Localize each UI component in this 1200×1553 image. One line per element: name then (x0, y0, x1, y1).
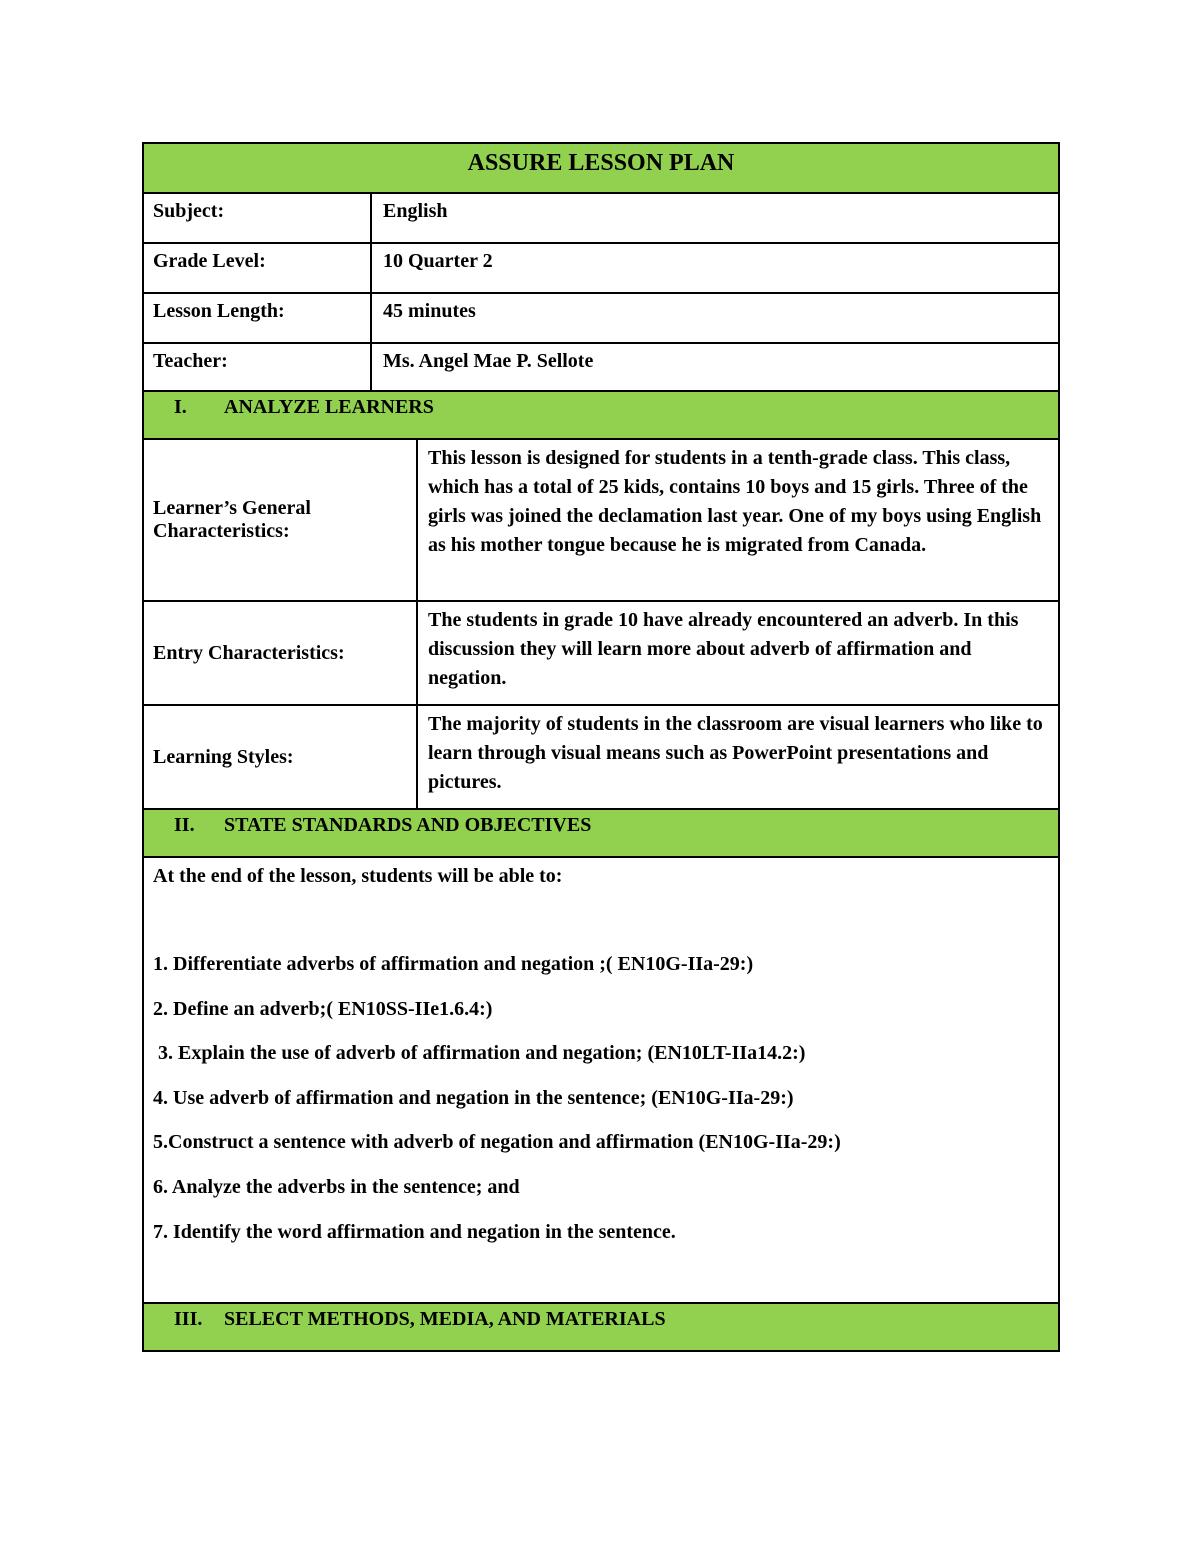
section-title: STATE STANDARDS AND OBJECTIVES (224, 814, 592, 836)
info-row-teacher (142, 344, 1060, 392)
objective-item: 6. Analyze the adverbs in the sentence; and (153, 1175, 520, 1198)
learner-label: Entry Characteristics: (144, 602, 418, 704)
learner-row-entry (142, 602, 1060, 706)
objective-item: 3. Explain the use of adverb of affirmation and negation; (EN10LT-IIa14.2:) (153, 1042, 806, 1065)
learner-value: The students in grade 10 have already encountered an adverb. In this discussion they will learn more about adverb of affirmation and negation. (428, 609, 1019, 689)
section-title: ANALYZE LEARNERS (224, 396, 434, 418)
section-number: III. (174, 1308, 203, 1330)
info-row-grade-level (142, 244, 1060, 294)
learner-row-general (142, 440, 1060, 602)
objectives-intro: At the end of the lesson, students will be able to: (153, 865, 563, 887)
info-row-lesson-length (142, 294, 1060, 344)
learner-row-styles (142, 706, 1060, 810)
objective-item: 4. Use adverb of affirmation and negation in the sentence; (EN10G-IIa-29:) (153, 1086, 794, 1109)
objective-item: 2. Define an adverb;( EN10SS-IIe1.6.4:) (153, 997, 493, 1020)
section-header-analyze (142, 392, 1060, 440)
info-value: 10 Quarter 2 (383, 250, 493, 272)
objective-item: 7. Identify the word affirmation and negation in the sentence. (153, 1220, 676, 1243)
info-value: English (383, 200, 448, 222)
objective-item: 1. Differentiate adverbs of affirmation and negation ;( EN10G-IIa-29:) (153, 953, 754, 975)
info-label: Subject: (144, 194, 372, 242)
objective-item: 5.Construct a sentence with adverb of negation and affirmation (EN10G-IIa-29:) (153, 1131, 841, 1154)
section-header-standards (142, 810, 1060, 858)
info-label: Lesson Length: (144, 294, 372, 342)
learner-value: The majority of students in the classroom are visual learners who like to learn through visual means such as PowerPoint presentations and pictures. (428, 713, 1043, 793)
info-value: Ms. Angel Mae P. Sellote (383, 350, 594, 372)
info-label: Grade Level: (144, 244, 372, 292)
learner-label: Learning Styles: (144, 706, 418, 808)
page-title: ASSURE LESSON PLAN (142, 142, 1060, 194)
info-label: Teacher: (144, 344, 372, 390)
section-title: SELECT METHODS, MEDIA, AND MATERIALS (224, 1308, 666, 1330)
section-header-select (142, 1304, 1060, 1352)
section-number: I. (174, 396, 187, 418)
info-row-subject (142, 194, 1060, 244)
info-value: 45 minutes (383, 300, 476, 322)
learner-value: This lesson is designed for students in a tenth-grade class. This class, which has a total of 25 kids, contains 10 boys and 15 girls. Three of the girls was joined the declamation last year. One of my boys using English as his mother tongue because he is migrated from Canada. (428, 447, 1042, 556)
objectives-cell (142, 858, 1060, 1304)
lesson-plan-table (142, 142, 1060, 1352)
section-number: II. (174, 814, 195, 836)
learner-label: Learner’s General Characteristics: (144, 440, 418, 600)
